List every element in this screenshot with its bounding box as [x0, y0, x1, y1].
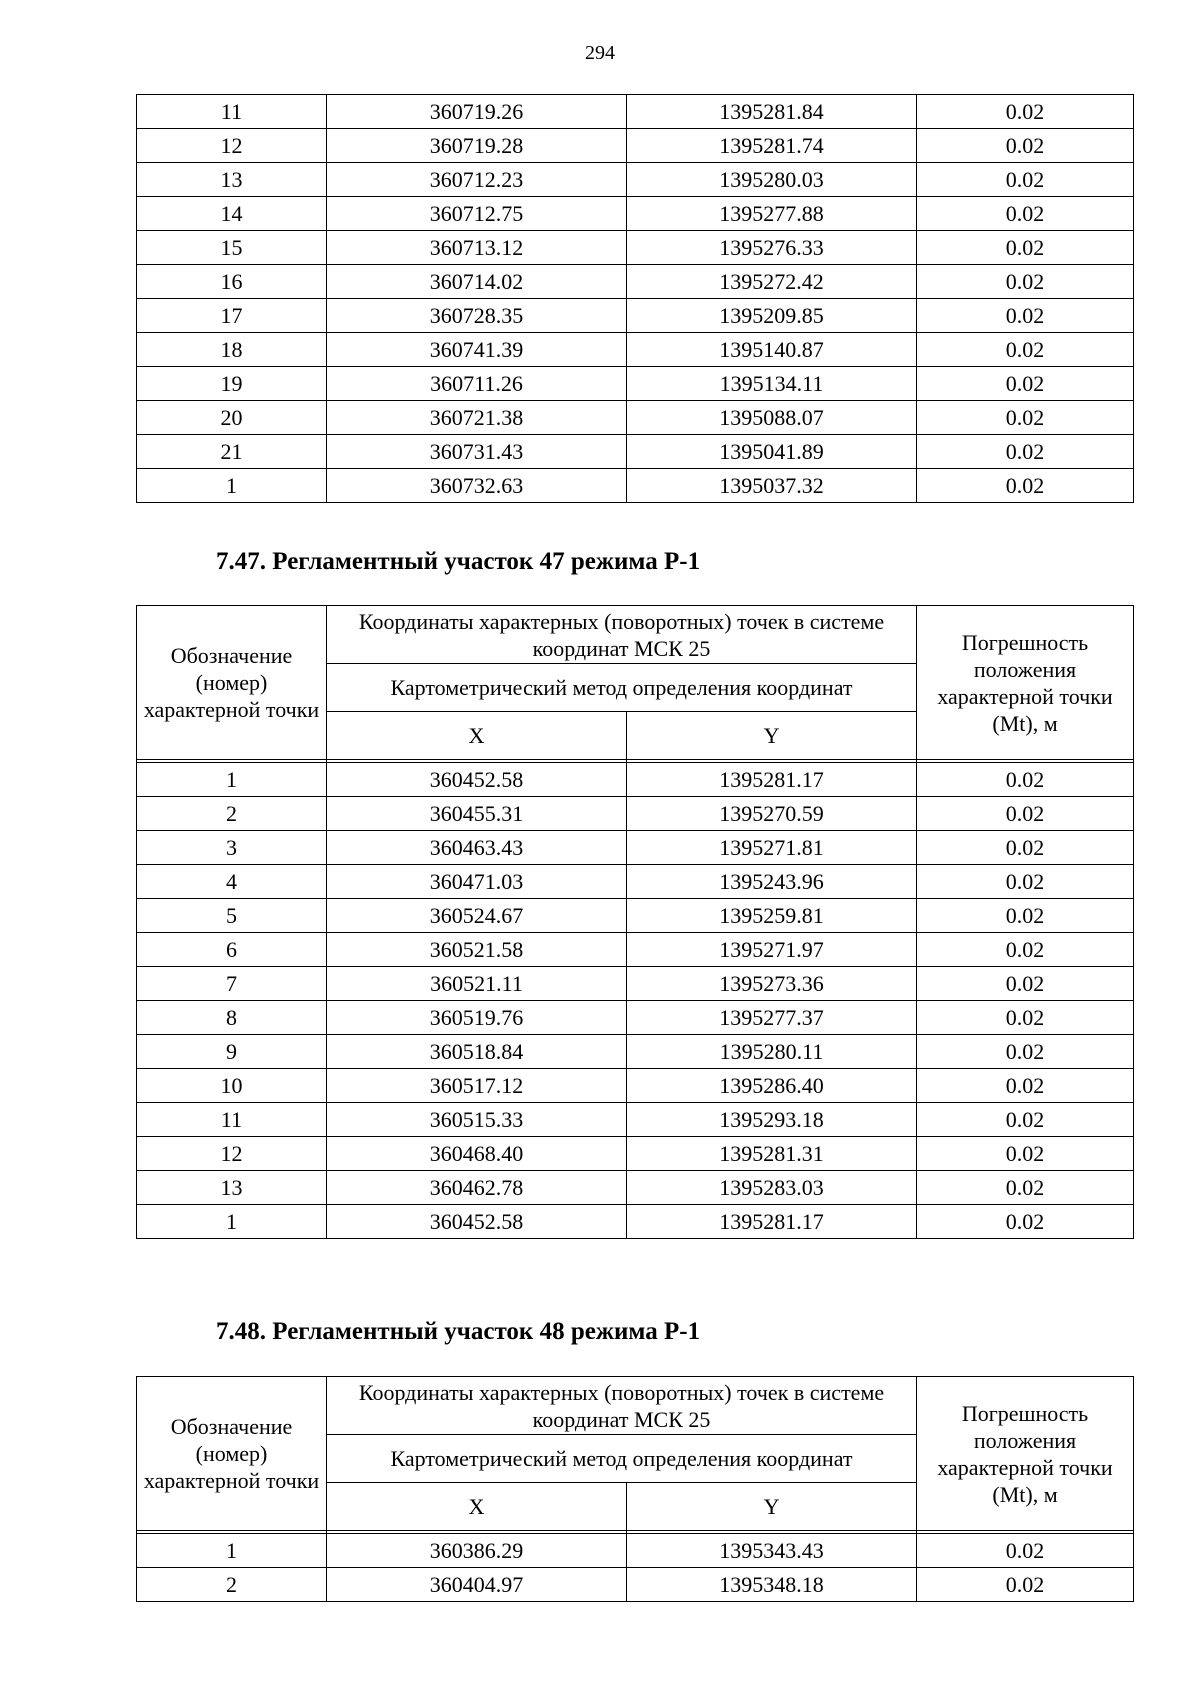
error-cell: 0.02 [917, 1035, 1134, 1069]
x-coordinate-cell: 360463.43 [327, 831, 627, 865]
y-coordinate-cell: 1395041.89 [627, 435, 917, 469]
table-row [137, 1171, 1134, 1205]
table-body [137, 760, 1134, 1239]
point-number-cell: 19 [137, 367, 327, 401]
table-body [137, 95, 1134, 503]
y-coordinate-cell: 1395286.40 [627, 1069, 917, 1103]
point-number-cell: 12 [137, 129, 327, 163]
y-coordinate-cell: 1395259.81 [627, 899, 917, 933]
error-cell: 0.02 [917, 469, 1134, 503]
y-coordinate-cell: 1395280.03 [627, 163, 917, 197]
table-row [137, 1103, 1134, 1137]
y-coordinate-cell: 1395276.33 [627, 231, 917, 265]
table-row [137, 401, 1134, 435]
y-coordinate-cell: 1395281.74 [627, 129, 917, 163]
x-coordinate-cell: 360719.28 [327, 129, 627, 163]
y-coordinate-cell: 1395281.17 [627, 763, 917, 797]
section-heading-48: 7.48. Регламентный участок 48 режима Р-1 [216, 1318, 701, 1345]
error-cell: 0.02 [917, 95, 1134, 129]
table-row [137, 95, 1134, 129]
x-coordinate-cell: 360719.26 [327, 95, 627, 129]
header-error: Погрешность положения характерной точки (Mt), м [917, 606, 1134, 760]
x-coordinate-cell: 360712.23 [327, 163, 627, 197]
y-coordinate-cell: 1395037.32 [627, 469, 917, 503]
x-coordinate-cell: 360452.58 [327, 763, 627, 797]
table-row [137, 899, 1134, 933]
y-coordinate-cell: 1395281.84 [627, 95, 917, 129]
table-row [137, 933, 1134, 967]
y-coordinate-cell: 1395283.03 [627, 1171, 917, 1205]
error-cell: 0.02 [917, 1069, 1134, 1103]
header-coordinates-title: Координаты характерных (поворотных) точек в системе координат МСК 25 [327, 1377, 917, 1435]
y-coordinate-cell: 1395281.17 [627, 1205, 917, 1239]
error-cell: 0.02 [917, 1534, 1134, 1568]
y-coordinate-cell: 1395348.18 [627, 1568, 917, 1602]
y-coordinate-cell: 1395280.11 [627, 1035, 917, 1069]
x-coordinate-cell: 360515.33 [327, 1103, 627, 1137]
section-heading-47: 7.47. Регламентный участок 47 режима Р-1 [216, 548, 701, 575]
x-coordinate-cell: 360731.43 [327, 435, 627, 469]
table-row [137, 469, 1134, 503]
x-coordinate-cell: 360518.84 [327, 1035, 627, 1069]
point-number-cell: 12 [137, 1137, 327, 1171]
x-coordinate-cell: 360468.40 [327, 1137, 627, 1171]
point-number-cell: 1 [137, 1534, 327, 1568]
header-x: X [327, 712, 627, 760]
x-coordinate-cell: 360471.03 [327, 865, 627, 899]
header-error: Погрешность положения характерной точки (Mt), м [917, 1377, 1134, 1531]
point-number-cell: 20 [137, 401, 327, 435]
error-cell: 0.02 [917, 435, 1134, 469]
x-coordinate-cell: 360741.39 [327, 333, 627, 367]
error-cell: 0.02 [917, 831, 1134, 865]
point-number-cell: 9 [137, 1035, 327, 1069]
point-number-cell: 1 [137, 469, 327, 503]
header-y: Y [627, 712, 917, 760]
table-row [137, 1137, 1134, 1171]
header-method: Картометрический метод определения координат [327, 1435, 917, 1483]
x-coordinate-cell: 360519.76 [327, 1001, 627, 1035]
table-row [137, 197, 1134, 231]
error-cell: 0.02 [917, 401, 1134, 435]
error-cell: 0.02 [917, 367, 1134, 401]
point-number-cell: 1 [137, 1205, 327, 1239]
point-number-cell: 11 [137, 95, 327, 129]
table-row [137, 763, 1134, 797]
table-row [137, 1069, 1134, 1103]
table-row [137, 831, 1134, 865]
y-coordinate-cell: 1395273.36 [627, 967, 917, 1001]
error-cell: 0.02 [917, 231, 1134, 265]
table-row [137, 967, 1134, 1001]
y-coordinate-cell: 1395271.97 [627, 933, 917, 967]
y-coordinate-cell: 1395293.18 [627, 1103, 917, 1137]
point-number-cell: 14 [137, 197, 327, 231]
point-number-cell: 13 [137, 1171, 327, 1205]
table-row [137, 1001, 1134, 1035]
error-cell: 0.02 [917, 163, 1134, 197]
x-coordinate-cell: 360524.67 [327, 899, 627, 933]
point-number-cell: 18 [137, 333, 327, 367]
table-row [137, 163, 1134, 197]
table-body [137, 1531, 1134, 1602]
error-cell: 0.02 [917, 1171, 1134, 1205]
error-cell: 0.02 [917, 1137, 1134, 1171]
table-row [137, 1205, 1134, 1239]
point-number-cell: 10 [137, 1069, 327, 1103]
y-coordinate-cell: 1395243.96 [627, 865, 917, 899]
x-coordinate-cell: 360521.58 [327, 933, 627, 967]
table-row [137, 435, 1134, 469]
x-coordinate-cell: 360521.11 [327, 967, 627, 1001]
error-cell: 0.02 [917, 899, 1134, 933]
x-coordinate-cell: 360517.12 [327, 1069, 627, 1103]
y-coordinate-cell: 1395277.37 [627, 1001, 917, 1035]
header-method: Картометрический метод определения координат [327, 664, 917, 712]
point-number-cell: 21 [137, 435, 327, 469]
x-coordinate-cell: 360714.02 [327, 265, 627, 299]
table-row [137, 265, 1134, 299]
coordinates-table-continued [136, 94, 1134, 503]
point-number-cell: 17 [137, 299, 327, 333]
table-row [137, 797, 1134, 831]
point-number-cell: 8 [137, 1001, 327, 1035]
x-coordinate-cell: 360713.12 [327, 231, 627, 265]
point-number-cell: 2 [137, 1568, 327, 1602]
error-cell: 0.02 [917, 763, 1134, 797]
y-coordinate-cell: 1395277.88 [627, 197, 917, 231]
x-coordinate-cell: 360712.75 [327, 197, 627, 231]
coordinates-table-48 [136, 1376, 1134, 1602]
table-row [137, 1568, 1134, 1602]
point-number-cell: 3 [137, 831, 327, 865]
x-coordinate-cell: 360732.63 [327, 469, 627, 503]
y-coordinate-cell: 1395209.85 [627, 299, 917, 333]
header-coordinates-title: Координаты характерных (поворотных) точек в системе координат МСК 25 [327, 606, 917, 664]
point-number-cell: 1 [137, 763, 327, 797]
x-coordinate-cell: 360404.97 [327, 1568, 627, 1602]
error-cell: 0.02 [917, 197, 1134, 231]
table-row [137, 333, 1134, 367]
y-coordinate-cell: 1395281.31 [627, 1137, 917, 1171]
table-row [137, 1534, 1134, 1568]
x-coordinate-cell: 360462.78 [327, 1171, 627, 1205]
error-cell: 0.02 [917, 1001, 1134, 1035]
point-number-cell: 7 [137, 967, 327, 1001]
point-number-cell: 15 [137, 231, 327, 265]
x-coordinate-cell: 360711.26 [327, 367, 627, 401]
error-cell: 0.02 [917, 1568, 1134, 1602]
header-designation: Обозначение (номер) характерной точки [137, 1377, 327, 1531]
y-coordinate-cell: 1395088.07 [627, 401, 917, 435]
header-y: Y [627, 1483, 917, 1531]
page-number: 294 [585, 42, 615, 64]
y-coordinate-cell: 1395140.87 [627, 333, 917, 367]
error-cell: 0.02 [917, 933, 1134, 967]
table-row [137, 865, 1134, 899]
error-cell: 0.02 [917, 333, 1134, 367]
y-coordinate-cell: 1395134.11 [627, 367, 917, 401]
error-cell: 0.02 [917, 1103, 1134, 1137]
y-coordinate-cell: 1395343.43 [627, 1534, 917, 1568]
error-cell: 0.02 [917, 265, 1134, 299]
point-number-cell: 13 [137, 163, 327, 197]
error-cell: 0.02 [917, 967, 1134, 1001]
point-number-cell: 6 [137, 933, 327, 967]
point-number-cell: 16 [137, 265, 327, 299]
error-cell: 0.02 [917, 299, 1134, 333]
table-row [137, 129, 1134, 163]
error-cell: 0.02 [917, 865, 1134, 899]
y-coordinate-cell: 1395271.81 [627, 831, 917, 865]
y-coordinate-cell: 1395272.42 [627, 265, 917, 299]
y-coordinate-cell: 1395270.59 [627, 797, 917, 831]
header-designation: Обозначение (номер) характерной точки [137, 606, 327, 760]
table-row [137, 367, 1134, 401]
point-number-cell: 5 [137, 899, 327, 933]
point-number-cell: 2 [137, 797, 327, 831]
x-coordinate-cell: 360452.58 [327, 1205, 627, 1239]
x-coordinate-cell: 360386.29 [327, 1534, 627, 1568]
table-row [137, 231, 1134, 265]
table-row [137, 299, 1134, 333]
error-cell: 0.02 [917, 797, 1134, 831]
header-x: X [327, 1483, 627, 1531]
error-cell: 0.02 [917, 129, 1134, 163]
x-coordinate-cell: 360721.38 [327, 401, 627, 435]
point-number-cell: 11 [137, 1103, 327, 1137]
error-cell: 0.02 [917, 1205, 1134, 1239]
x-coordinate-cell: 360455.31 [327, 797, 627, 831]
x-coordinate-cell: 360728.35 [327, 299, 627, 333]
coordinates-table-47 [136, 605, 1134, 1239]
point-number-cell: 4 [137, 865, 327, 899]
table-row [137, 1035, 1134, 1069]
